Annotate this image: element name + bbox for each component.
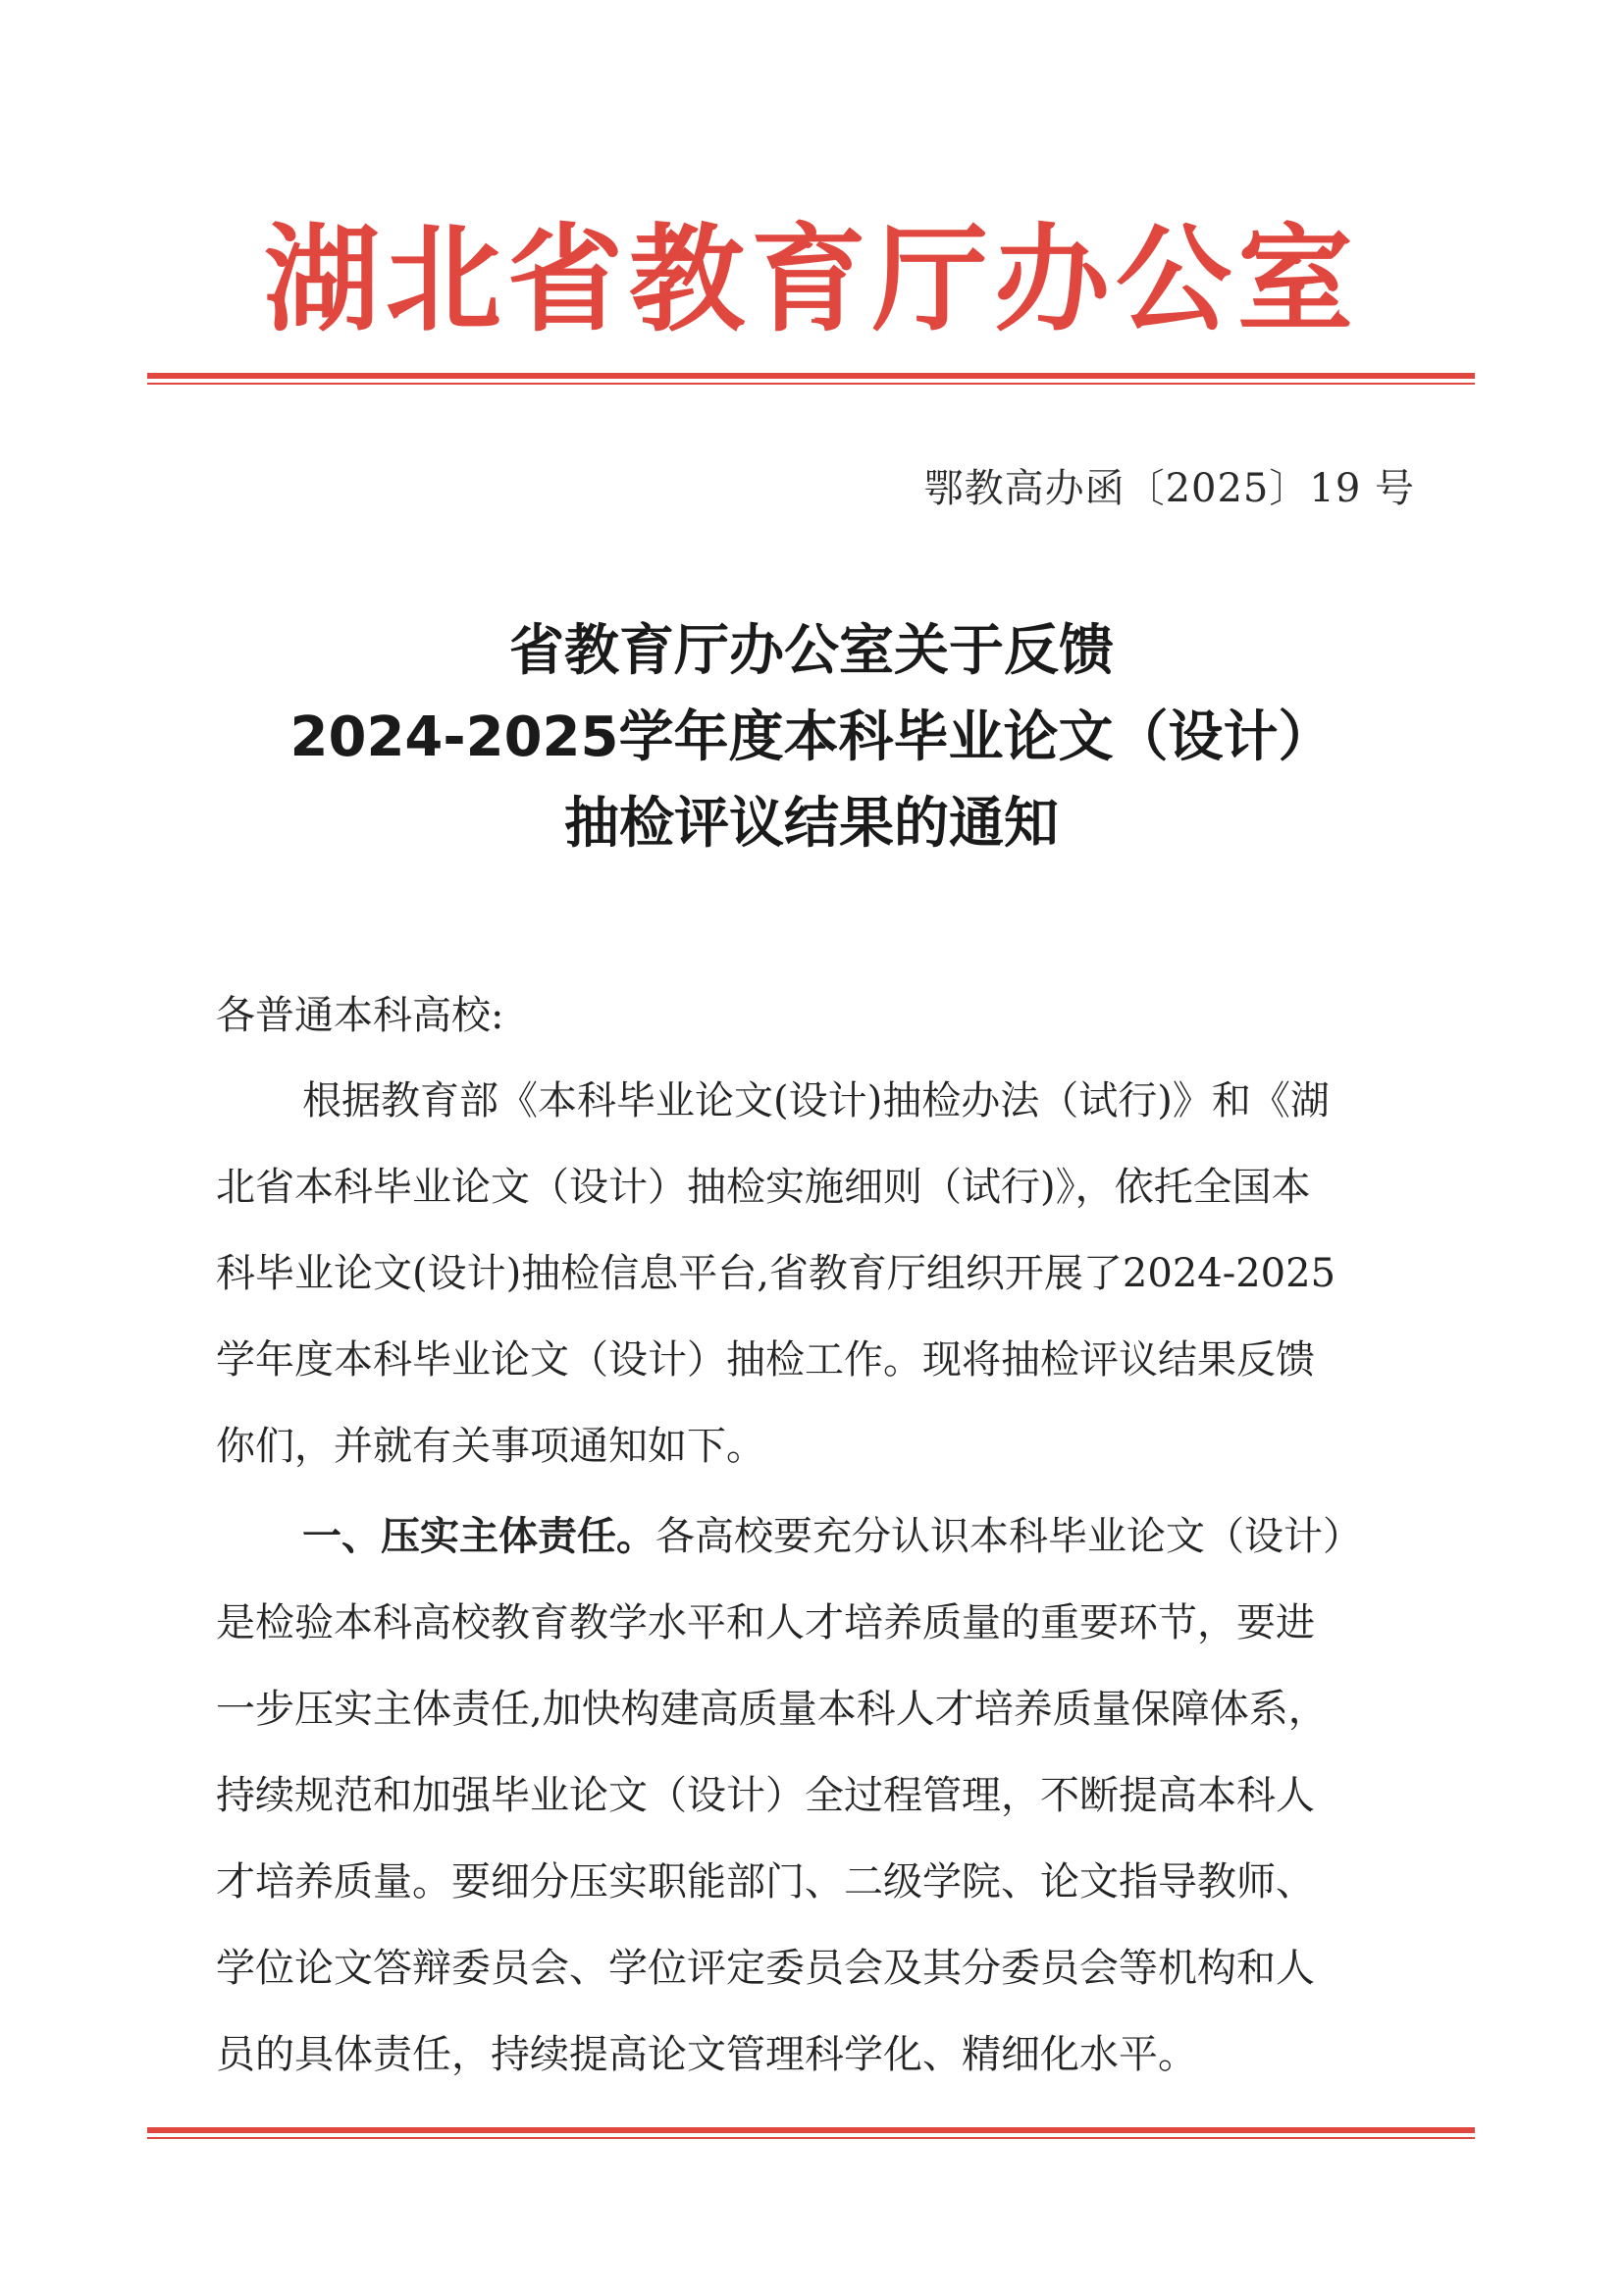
document-title-line-2: 2024-2025学年度本科毕业论文（设计） [289,705,1334,769]
paragraph-line [216,1493,1423,1580]
section-text: 各高校要充分认识本科毕业论文（设计） [655,1514,1362,1559]
document-title-line-3: 抽检评议结果的通知 [564,792,1059,856]
paragraph-line: 才培养质量。要细分压实职能部门、二级学院、论文指导教师、 [216,1859,1315,1905]
document-number: 鄂教高办函〔2025〕19 号 [923,466,1415,511]
letterhead-title: 湖北省教育厅办公室 [263,211,1359,347]
document-title [0,608,1623,867]
section-heading: 一、压实主体责任。 [302,1514,655,1559]
paragraph-line: 你们，并就有关事项通知如下。 [216,1424,765,1469]
paragraph-line: 科毕业论文(设计)抽检信息平台,省教育厅组织开展了2024-2025 [216,1251,1336,1296]
paragraph-line: 员的具体责任，持续提高论文管理科学化、精细化水平。 [216,2032,1197,2077]
paragraph-line: 一步压实主体责任,加快构建高质量本科人才培养质量保障体系， [216,1687,1328,1732]
salutation: 各普通本科高校: [216,993,504,1038]
paragraph-intro [216,1058,1423,1489]
letterhead-red-rule [147,373,1475,385]
paragraph-line: 是检验本科高校教育教学水平和人才培养质量的重要环节，要进 [216,1600,1315,1645]
paragraph-section-1 [216,1493,1423,2098]
document-title-line-1: 省教育厅办公室关于反馈 [509,619,1114,683]
paragraph-line: 学年度本科毕业论文（设计）抽检工作。现将抽检评议结果反馈 [216,1337,1315,1383]
paragraph-line: 学位论文答辩委员会、学位评定委员会及其分委员会等机构和人 [216,1946,1315,1991]
paragraph-line: 根据教育部《本科毕业论文(设计)抽检办法（试行)》和《湖 [302,1078,1330,1123]
paragraph-line: 北省本科毕业论文（设计）抽检实施细则（试行)》，依托全国本 [216,1165,1311,1210]
footer-red-rule [147,2127,1475,2139]
paragraph-line: 持续规范和加强毕业论文（设计）全过程管理，不断提高本科人 [216,1773,1315,1818]
